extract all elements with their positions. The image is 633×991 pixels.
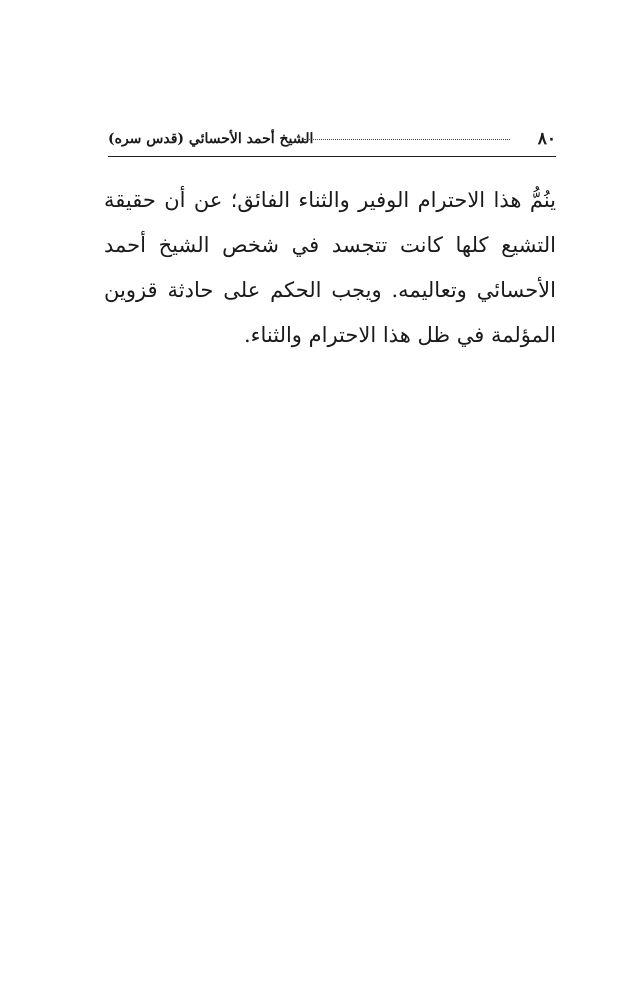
header-rule bbox=[108, 156, 556, 157]
page-header bbox=[108, 128, 556, 154]
body-paragraph: ينُمُّ هذا الاحترام الوفير والثناء الفائق؛ عن أن حقيقة التشيع كلها كانت تتجسد في شخص الشيخ أحمد الأحسائي وتعاليمه. ويجب الحكم على حادثة قزوين المؤلمة في ظل هذا الاحترام والثناء. bbox=[104, 188, 556, 347]
running-title: الشيخ أحمد الأحسائي (قدس سره) bbox=[108, 131, 314, 147]
page-number: ٨٠ bbox=[537, 129, 556, 149]
body-text bbox=[104, 178, 556, 358]
leader-dots bbox=[304, 139, 510, 140]
